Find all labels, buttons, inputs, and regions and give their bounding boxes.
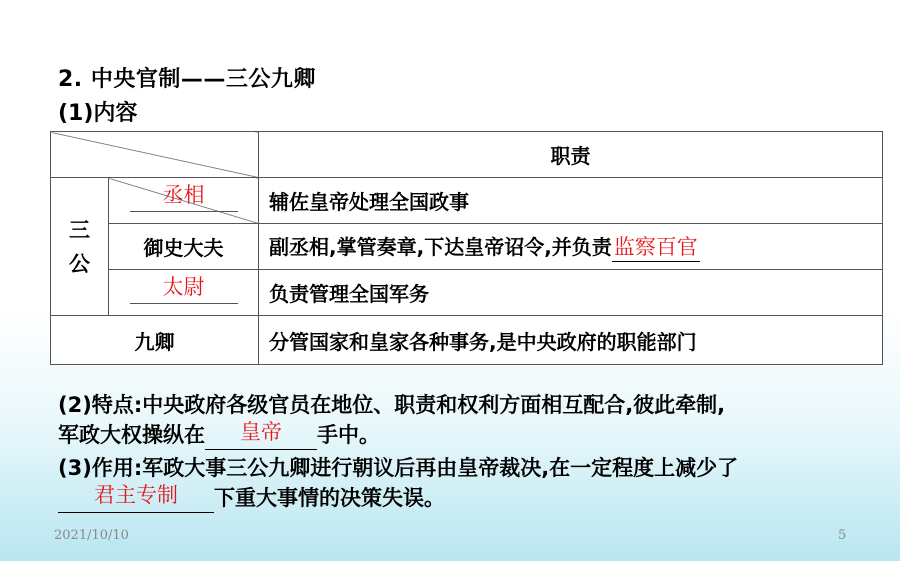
features-line2-prefix: 军政大权操纵在 (58, 423, 205, 447)
effect-paragraph (58, 453, 738, 513)
effect-label: (3)作用 (58, 456, 134, 480)
features-line2-suffix: 手中。 (317, 423, 380, 447)
duty-censor-fill: 监察百官 (613, 235, 698, 259)
duty-jiuqing: 分管国家和皇家各种事务,是中央政府的职能部门 (259, 316, 883, 365)
sangong-label: 三 公 (51, 178, 109, 316)
features-label: (2)特点 (58, 393, 134, 417)
column-header-duty: 职责 (259, 132, 883, 178)
office-cell-commandant (109, 270, 259, 316)
office-chancellor: 丞相 (162, 182, 205, 207)
duty-chancellor: 辅佐皇帝处理全国政事 (259, 178, 883, 224)
page-number: 5 (838, 528, 847, 543)
offices-table (50, 131, 883, 365)
office-jiuqing: 九卿 (51, 316, 259, 365)
duty-censor (259, 224, 883, 270)
features-fill: 皇帝 (240, 420, 282, 444)
section-title: 2. 中央官制——三公九卿 (58, 67, 316, 92)
effect-fill: 君主专制 (94, 483, 178, 507)
effect-line1: :军政大事三公九卿进行朝议后再由皇帝裁决,在一定程度上减少了 (133, 456, 739, 480)
footer-date: 2021/10/10 (54, 528, 129, 543)
duty-commandant: 负责管理全国军务 (259, 270, 883, 316)
office-censor: 御史大夫 (109, 224, 259, 270)
features-line1: :中央政府各级官员在地位、职责和权利方面相互配合,彼此牵制, (133, 393, 726, 417)
effect-line2-suffix: 下重大事情的决策失误。 (214, 486, 445, 510)
section-subtitle: (1)内容 (58, 101, 138, 126)
office-commandant: 太尉 (162, 274, 205, 299)
table-corner-cell (51, 132, 259, 178)
office-cell-chancellor (109, 178, 259, 224)
features-paragraph (58, 390, 725, 450)
duty-censor-text: 副丞相,掌管奏章,下达皇帝诏令,并负责 (269, 235, 612, 259)
